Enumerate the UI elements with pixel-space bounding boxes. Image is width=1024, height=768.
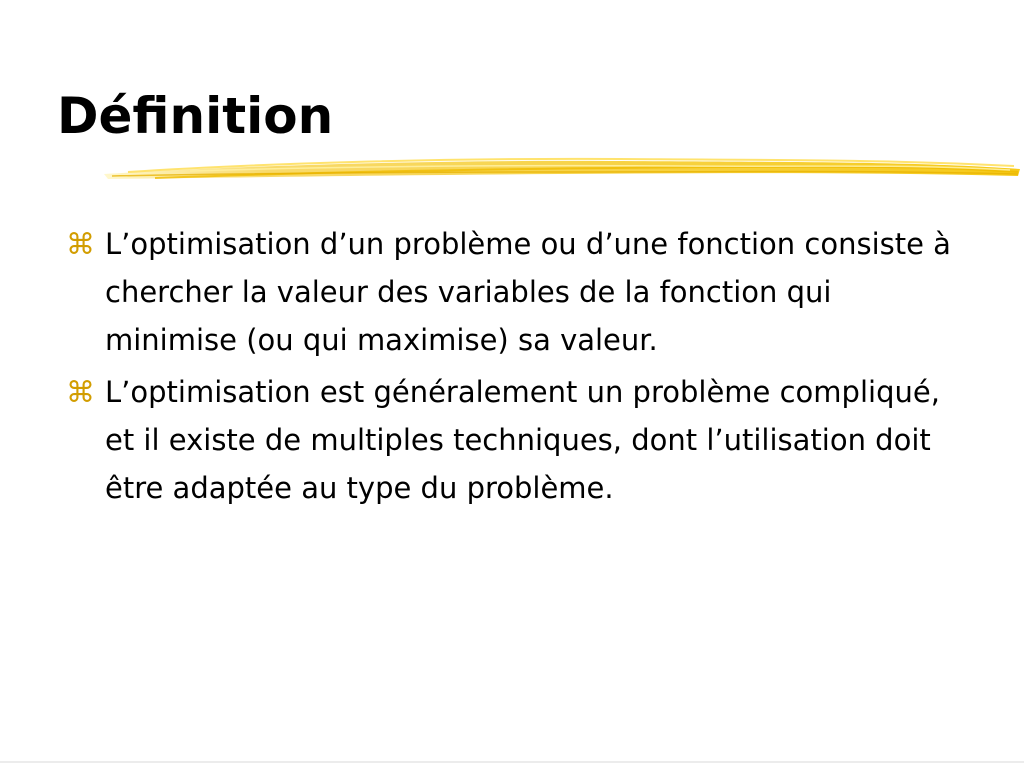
title-underline [100,148,1024,190]
place-of-interest-icon: ⌘ [66,227,95,261]
slide-title: Définition [57,87,334,145]
footer-divider [0,761,1024,763]
bullet-text-2: L’optimisation est généralement un problème compliqué, et il existe de multiples techniques, dont l’utilisation doit être adaptée au type du problème. [105,375,940,505]
place-of-interest-icon: ⌘ [66,375,95,409]
bullet-text-1: L’optimisation d’un problème ou d’une fonction consiste à chercher la valeur des variables de la fonction qui minimise (ou qui maximise) sa valeur. [105,227,951,357]
bullet-item-2 [66,368,956,512]
bullet-item-1 [66,220,956,364]
bullet-list [66,220,956,516]
